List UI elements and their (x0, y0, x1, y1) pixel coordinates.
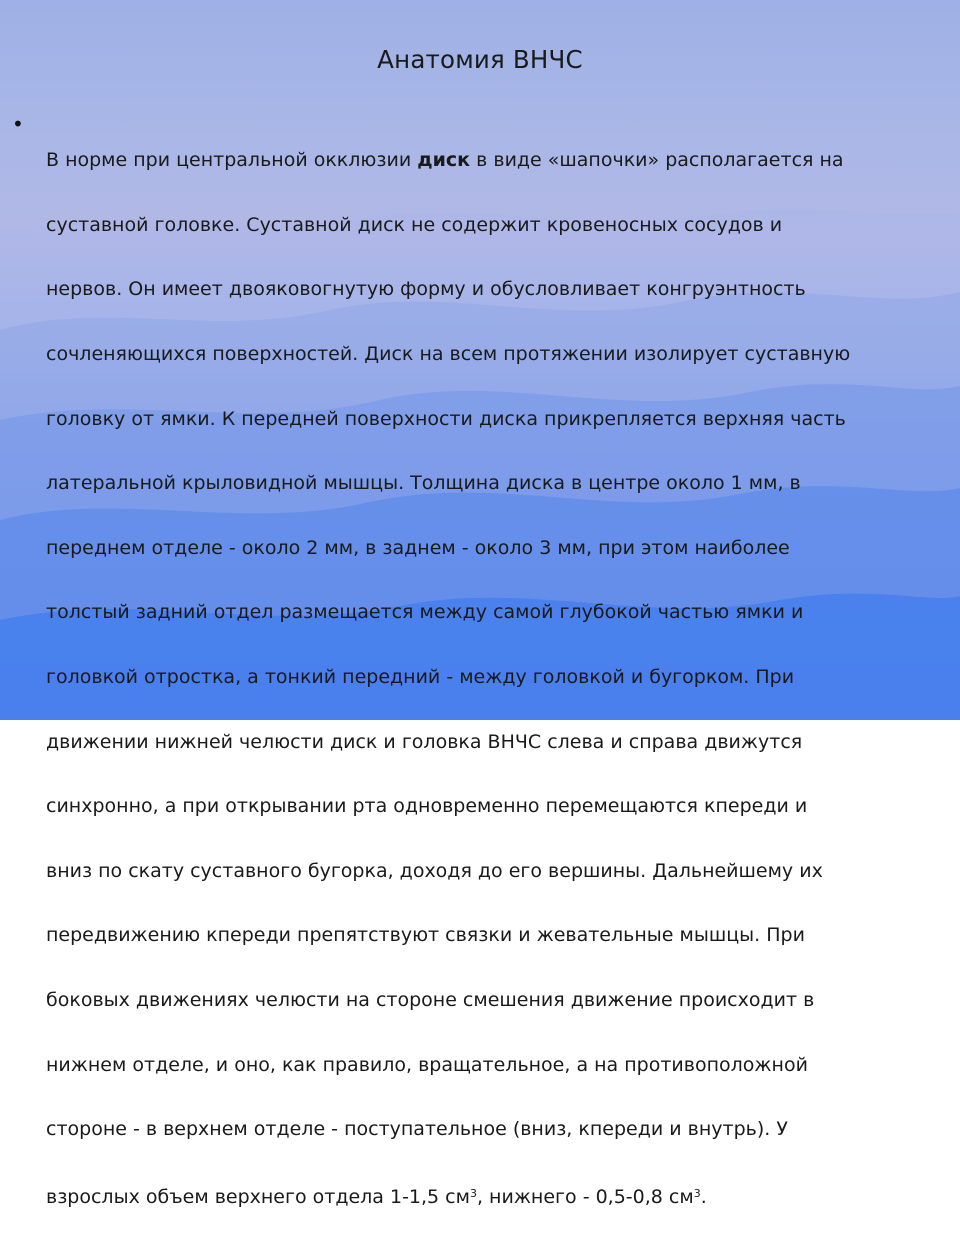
text-line: движении нижней челюсти диск и головка ВНЧС слева и справа движутся (46, 730, 803, 753)
superscript: 3 (693, 1186, 701, 1200)
text-line (46, 144, 940, 176)
text-line: головкой отростка, а тонкий передний - между головкой и бугорком. При (46, 666, 795, 689)
text-line: нижнем отделе, и оно, как правило, вращательное, а на противоположной (46, 1053, 808, 1076)
text-line: переднем отделе - около 2 мм, в заднем - около 3 мм, при этом наиболее (46, 536, 790, 559)
superscript: 3 (469, 1186, 477, 1200)
text-run: . (700, 1185, 707, 1208)
text-line: синхронно, а при открывании рта одновременно перемещаются кпереди и (46, 795, 808, 818)
text-line: вниз по скату суставного бугорка, доходя до его вершины. Дальнейшему их (46, 859, 823, 882)
text-line-last (46, 1178, 940, 1213)
text-line: передвижению кпереди препятствуют связки и жевательные мышцы. При (46, 924, 805, 947)
slide-title: Анатомия ВНЧС (377, 45, 583, 74)
text-line: сочленяющихся поверхностей. Диск на всем протяжении изолирует суставную (46, 343, 851, 366)
text-line: стороне - в верхнем отделе - поступательное (вниз, кпереди и внутрь). У (46, 1118, 788, 1141)
slide-body (46, 112, 940, 1245)
bold-term-disk: диск (417, 149, 471, 172)
text-line: нервов. Он имеет двояковогнутую форму и обусловливает конгруэнтность (46, 278, 806, 301)
text-line: боковых движениях челюсти на стороне смешения движение происходит в (46, 989, 815, 1012)
text-run: взрослых объем верхнего отдела 1-1,5 см (46, 1185, 470, 1208)
text-run: в виде «шапочки» располагается на (470, 149, 844, 172)
text-line: толстый задний отдел размещается между самой глубокой частью ямки и (46, 601, 804, 624)
text-run: В норме при центральной окклюзии (46, 149, 418, 172)
bullet-icon: • (12, 112, 24, 136)
text-line: суставной головке. Суставной диск не содержит кровеносных сосудов и (46, 213, 783, 236)
text-run: , нижнего - 0,5-0,8 см (476, 1185, 694, 1208)
text-line: латеральной крыловидной мышцы. Толщина диска в центре около 1 мм, в (46, 472, 801, 495)
text-line: головку от ямки. К передней поверхности диска прикрепляется верхняя часть (46, 407, 846, 430)
